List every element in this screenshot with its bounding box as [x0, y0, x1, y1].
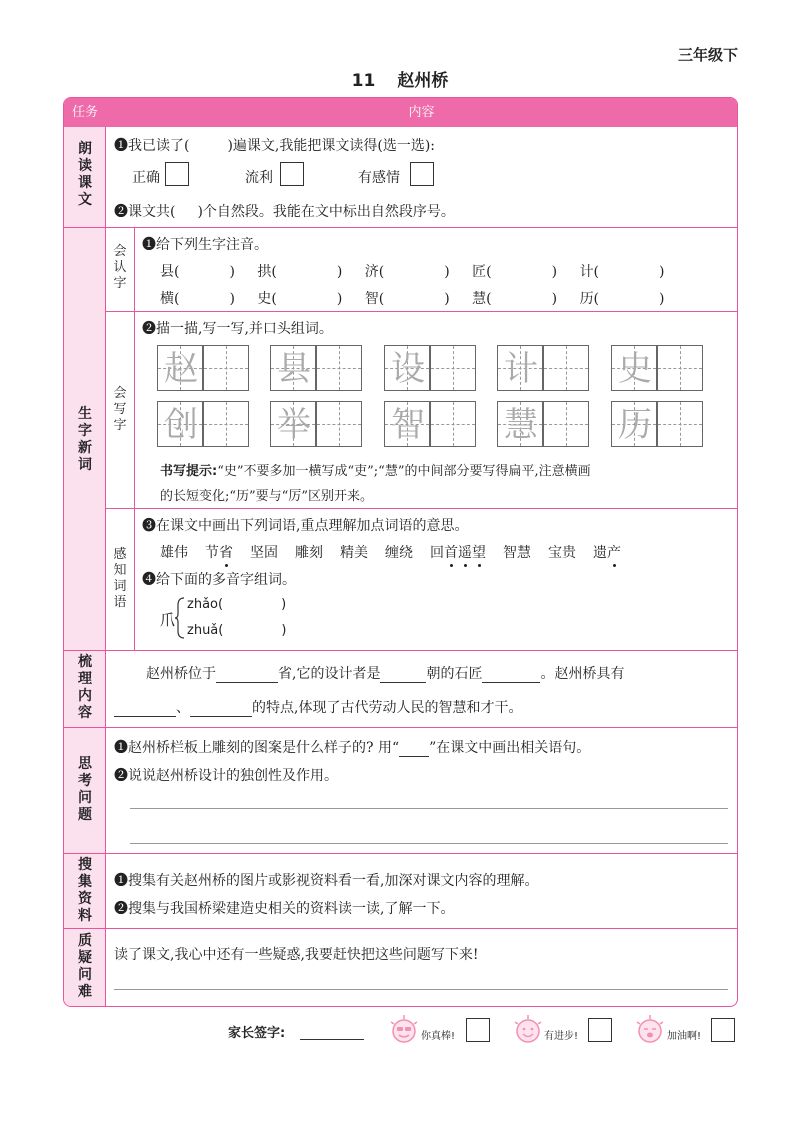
opt-feeling-box[interactable]	[410, 162, 434, 186]
label-write: 会 写 字	[113, 386, 127, 433]
tracing-cell[interactable]	[384, 401, 430, 447]
lesson-title	[0, 66, 800, 91]
tracing-cell[interactable]	[270, 401, 316, 447]
practice-cell[interactable]	[203, 345, 249, 391]
collect-q2: ❷搜集与我国桥梁建造史相关的资料读一读,了解一下。	[114, 901, 455, 917]
vocab-word: 坚固	[250, 545, 278, 561]
practice-cell[interactable]	[657, 345, 703, 391]
reading-q2: ❷课文共( )个自然段。我能在文中标出自然段序号。	[114, 204, 455, 220]
pinyin-item: 计(	[579, 264, 600, 280]
perceive-title-3: ❸在课文中画出下列词语,重点理解加点词语的意思。	[142, 518, 469, 534]
tracing-character: 创	[164, 405, 198, 445]
blank-feature-2[interactable]	[190, 702, 252, 717]
tracing-cell[interactable]	[157, 401, 203, 447]
tracing-character: 举	[277, 405, 311, 445]
think-q1: ❶赵州桥栏板上雕刻的图案是什么样子的? 用“ ”在课文中画出相关语句。	[114, 740, 591, 756]
opt-correct-label: 正确	[132, 170, 160, 186]
label-perceive: 感 知 词 语	[113, 547, 127, 610]
underline-mark	[399, 744, 429, 757]
opt-fluent-label: 流利	[245, 170, 273, 186]
tracing-cell[interactable]	[497, 345, 543, 391]
brace-icon	[174, 597, 186, 639]
practice-cell[interactable]	[203, 401, 249, 447]
rating-box-progress[interactable]	[588, 1018, 612, 1042]
tracing-cell[interactable]	[611, 345, 657, 391]
reading-q1: ❶我已读了( )遍课文,我能把课文读得(选一选):	[114, 138, 436, 154]
practice-cell[interactable]	[543, 401, 589, 447]
polyphone-reading-1: zhǎo( )	[187, 597, 287, 612]
practice-cell[interactable]	[316, 345, 362, 391]
pinyin-item: 匠(	[472, 264, 492, 280]
grade-label: 三年级下	[677, 46, 738, 64]
rating-label-great: 你真棒!	[421, 1031, 456, 1042]
opt-correct-box[interactable]	[165, 162, 189, 186]
header-content: 内容	[106, 98, 737, 127]
label-collect: 搜 集 资 料	[78, 857, 92, 924]
tracing-cell[interactable]	[384, 345, 430, 391]
smiling-sun-icon	[512, 1014, 544, 1046]
vocab-word: 缠绕	[385, 545, 413, 561]
pinyin-item: 县(	[160, 264, 180, 280]
lesson-number: 11	[351, 71, 376, 91]
parent-sign-line[interactable]	[300, 1039, 364, 1040]
blank-feature-1[interactable]	[114, 702, 176, 717]
tracing-character: 设	[391, 349, 425, 389]
rating-box-cheer[interactable]	[711, 1018, 735, 1042]
divider	[64, 227, 737, 228]
sub-divider	[134, 227, 135, 650]
tracing-character: 史	[618, 349, 652, 389]
tracing-character: 历	[618, 405, 652, 445]
label-recognize: 会 认 字	[113, 244, 127, 291]
pinyin-row-1: 县( ) 拱( ) 济( ) 匠( ) 计( )	[160, 264, 665, 280]
pinyin-item: 横(	[160, 291, 180, 307]
cheering-sun-icon	[634, 1014, 666, 1046]
opt-fluent-box[interactable]	[280, 162, 304, 186]
tracing-character: 智	[391, 405, 425, 445]
tracing-character: 慧	[504, 405, 538, 445]
vocab-word: 节省	[205, 545, 233, 561]
pinyin-item: 拱(	[257, 264, 277, 280]
pinyin-row-2: 横( ) 史( ) 智( ) 慧( ) 历( )	[160, 291, 665, 307]
tracing-character: 计	[504, 349, 538, 389]
label-doubt: 质 疑 问 难	[78, 933, 92, 1000]
sub-divider	[106, 508, 737, 509]
pinyin-item: 史(	[257, 291, 277, 307]
summary-line-2: 、 的特点,体现了古代劳动人民的智慧和才干。	[114, 697, 522, 717]
tracing-cell[interactable]	[611, 401, 657, 447]
think-q2: ❷说说赵州桥设计的独创性及作用。	[114, 768, 338, 784]
vocab-word: 雄伟	[160, 545, 188, 561]
tracing-character: 赵	[164, 349, 198, 389]
opt-feeling-label: 有感情	[358, 170, 400, 186]
practice-cell[interactable]	[657, 401, 703, 447]
label-reading: 朗 读 课 文	[78, 141, 92, 208]
pinyin-item: 慧(	[472, 291, 492, 307]
rating-label-progress: 有进步!	[544, 1031, 579, 1042]
parent-sign-label: 家长签字:	[228, 1026, 286, 1041]
label-summary: 梳 理 内 容	[78, 654, 92, 721]
blank-province[interactable]	[216, 668, 278, 683]
sub-divider	[106, 311, 737, 312]
divider	[64, 650, 737, 651]
practice-cell[interactable]	[316, 401, 362, 447]
doubt-text: 读了课文,我心中还有一些疑惑,我要赶快把这些问题写下来!	[114, 947, 479, 963]
practice-cell[interactable]	[543, 345, 589, 391]
rating-label-cheer: 加油啊!	[667, 1031, 702, 1042]
tracing-character: 县	[277, 349, 311, 389]
vocab-word: 遗产	[593, 545, 621, 561]
writing-tip-1: 书写提示:“史”不要多加一横写成“吏”;“慧”的中间部分要写得扁平,注意横画	[160, 464, 591, 479]
label-newwords: 生 字 新 词	[78, 406, 92, 473]
rating-box-great[interactable]	[466, 1018, 490, 1042]
blank-mason[interactable]	[482, 668, 540, 683]
vocab-word: 宝贵	[548, 545, 576, 561]
lesson-name: 赵州桥	[397, 71, 449, 91]
polyphone-reading-2: zhuǎ( )	[187, 623, 287, 638]
write-title: ❷描一描,写一写,并口头组词。	[142, 321, 333, 337]
vocab-word: 回首遥望	[430, 545, 486, 561]
collect-q1: ❶搜集有关赵州桥的图片或影视资料看一看,加深对课文内容的理解。	[114, 873, 539, 889]
divider	[64, 928, 737, 929]
header-task: 任务	[64, 98, 106, 127]
perceive-title-4: ❹给下面的多音字组词。	[142, 572, 296, 588]
summary-line-1: 赵州桥位于 省,它的设计者是 朝的石匠 。赵州桥具有	[146, 666, 625, 682]
answer-line[interactable]	[114, 989, 728, 990]
vocab-word: 精美	[340, 545, 368, 561]
recognize-title: ❶给下列生字注音。	[142, 237, 268, 253]
polyphone-char: 爪	[160, 611, 176, 629]
word-list	[160, 542, 621, 562]
pinyin-item: 历(	[579, 291, 600, 307]
label-think: 思 考 问 题	[78, 756, 92, 823]
answer-line[interactable]	[130, 808, 728, 809]
tracing-cell[interactable]	[270, 345, 316, 391]
practice-cell[interactable]	[430, 401, 476, 447]
vocab-word: 雕刻	[295, 545, 323, 561]
pinyin-item: 济(	[364, 264, 385, 280]
blank-dynasty[interactable]	[380, 668, 426, 683]
pinyin-item: 智(	[364, 291, 385, 307]
sunglasses-smiley-icon	[388, 1014, 420, 1046]
tracing-cell[interactable]	[157, 345, 203, 391]
divider	[64, 727, 737, 728]
tracing-cell[interactable]	[497, 401, 543, 447]
answer-line[interactable]	[130, 843, 728, 844]
divider	[64, 853, 737, 854]
practice-cell[interactable]	[430, 345, 476, 391]
vocab-word: 智慧	[503, 545, 531, 561]
writing-tip-2: 的长短变化;“历”要与“厉”区别开来。	[160, 489, 373, 504]
